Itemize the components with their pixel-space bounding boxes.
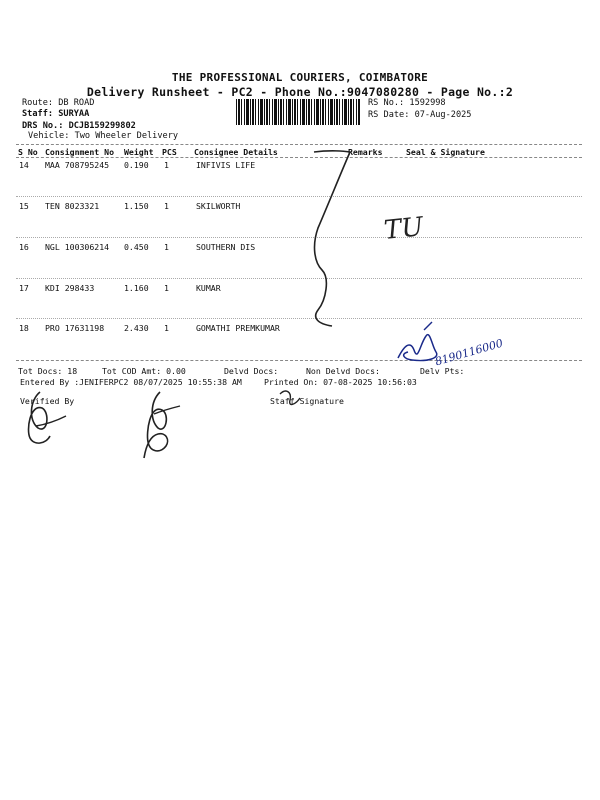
runsheet-title: Delivery Runsheet - PC2 - Phone No.:9047080280 - Page No.:2 (86, 85, 514, 99)
rs-date: RS Date: 07-Aug-2025 (368, 110, 472, 120)
row-consignment: NGL 100306214 (45, 242, 110, 252)
staff-signature-label: Staff Signature (270, 396, 344, 406)
row-weight: 0.450 (124, 242, 149, 252)
company-name: THE PROFESSIONAL COURIERS, COIMBATORE (171, 71, 429, 84)
non-delivered-docs: Non Delvd Docs: (306, 366, 380, 376)
vehicle-label: Vehicle: Two Wheeler Delivery (28, 131, 179, 141)
rs-number: RS No.: 1592998 (368, 98, 446, 108)
col-remarks: Remarks (348, 147, 383, 157)
row-consignment: PRO 17631198 (45, 323, 105, 333)
col-pcs: PCS (162, 147, 177, 157)
row-sno: 17 (19, 283, 29, 293)
row-pcs: 1 (164, 323, 169, 333)
col-consignment: Consignment No (45, 147, 115, 157)
row-pcs: 1 (164, 201, 169, 211)
row-consignee: INFIVIS LIFE (196, 160, 256, 170)
route-label: Route: DB ROAD (22, 98, 95, 108)
entered-by: Entered By :JENIFERPC2 08/07/2025 10:55:38 AM (20, 377, 242, 387)
total-docs: Tot Docs: 18 (18, 366, 78, 376)
row-consignee: SKILWORTH (196, 201, 241, 211)
row-pcs: 1 (164, 283, 169, 293)
total-cod-amount: Tot COD Amt: 0.00 (102, 366, 186, 376)
row-consignment: MAA 708795245 (45, 160, 110, 170)
row-weight: 1.150 (124, 201, 149, 211)
row-consignment: KDI 298433 (45, 283, 95, 293)
row-pcs: 1 (164, 160, 169, 170)
handwritten-phone-number: 8190116000 (433, 336, 505, 369)
row-pcs: 1 (164, 242, 169, 252)
row-consignee: KUMAR (196, 283, 221, 293)
row-consignee: SOUTHERN DIS (196, 242, 256, 252)
col-consignee: Consignee Details (194, 147, 278, 157)
verified-by-label: Verified By (20, 396, 75, 406)
row-sno: 16 (19, 242, 29, 252)
row-consignee: GOMATHI PREMKUMAR (196, 323, 280, 333)
drs-number: DRS No.: DCJB159299802 (22, 121, 136, 131)
row-consignment: TEN 8023321 (45, 201, 100, 211)
delivery-points: Delv Pts: (420, 366, 465, 376)
row-sno: 18 (19, 323, 29, 333)
row-weight: 2.430 (124, 323, 149, 333)
delivered-docs: Delvd Docs: (224, 366, 279, 376)
row-weight: 0.190 (124, 160, 149, 170)
staff-label: Staff: SURYAA (22, 109, 90, 119)
col-seal-signature: Seal & Signature (406, 147, 485, 157)
row-weight: 1.160 (124, 283, 149, 293)
handwritten-remark: TU (382, 212, 425, 246)
col-weight: Weight (124, 147, 154, 157)
col-sno: S No (18, 147, 38, 157)
row-sno: 15 (19, 201, 29, 211)
row-sno: 14 (19, 160, 29, 170)
printed-on: Printed On: 07-08-2025 10:56:03 (264, 377, 417, 387)
